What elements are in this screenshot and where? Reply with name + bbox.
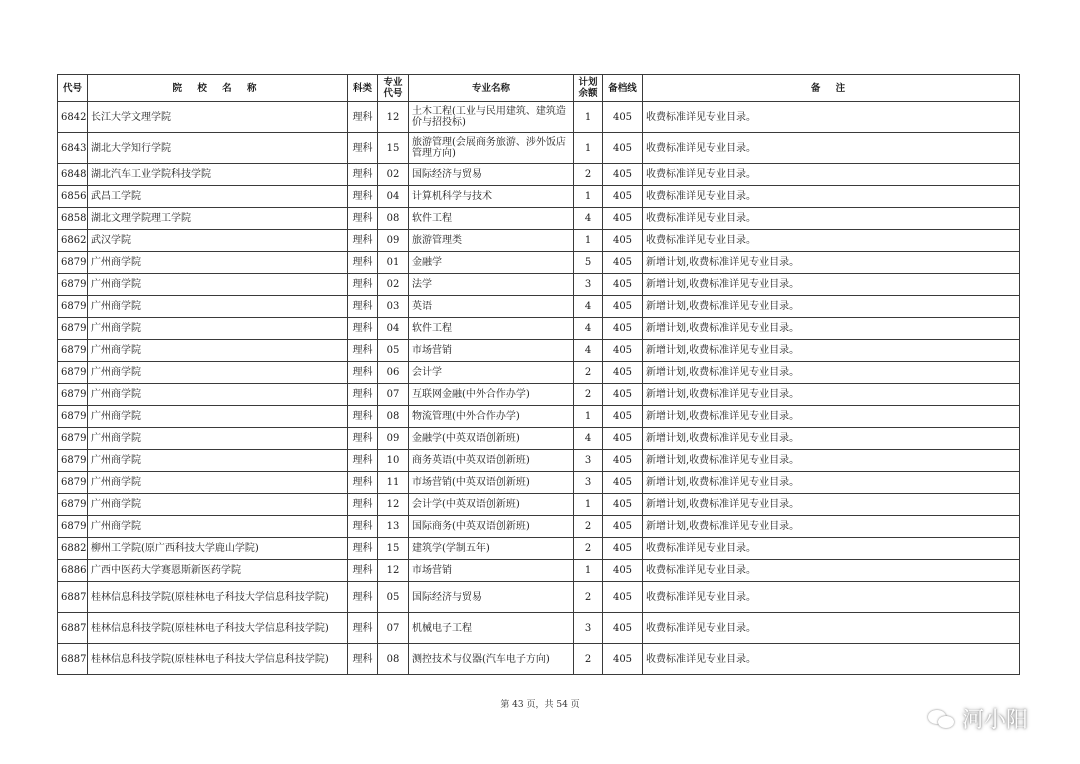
header-category: 科类 [348,75,378,102]
table-row [58,340,1020,362]
row-remaining: 4 [574,318,603,340]
page-footer: 第 43 页，共 54 页 [500,700,580,710]
row-category: 理科 [348,450,378,472]
row-category: 理科 [348,644,378,675]
row-category: 理科 [348,186,378,208]
header-remaining: 计划余额 [574,75,603,102]
row-remaining: 3 [574,450,603,472]
row-major-code: 12 [378,102,409,133]
row-code: 6887 [58,644,88,675]
row-category: 理科 [348,102,378,133]
row-remaining: 1 [574,560,603,582]
row-school: 广州商学院 [88,296,348,318]
row-remaining: 2 [574,384,603,406]
row-school: 武昌工学院 [88,186,348,208]
row-category: 理科 [348,296,378,318]
row-code: 6879 [58,494,88,516]
row-note: 新增计划,收费标准详见专业目录。 [643,450,1020,472]
table-row [58,384,1020,406]
row-line: 405 [603,318,643,340]
row-line: 405 [603,230,643,252]
row-note: 收费标准详见专业目录。 [643,164,1020,186]
row-major-code: 06 [378,362,409,384]
row-category: 理科 [348,133,378,164]
row-remaining: 3 [574,274,603,296]
table-row [58,230,1020,252]
row-school: 广州商学院 [88,318,348,340]
row-major-name: 国际商务(中英双语创新班) [409,516,574,538]
row-remaining: 2 [574,538,603,560]
row-category: 理科 [348,340,378,362]
row-remaining: 1 [574,102,603,133]
row-line: 405 [603,450,643,472]
row-major-name: 软件工程 [409,208,574,230]
row-school: 柳州工学院(原广西科技大学鹿山学院) [88,538,348,560]
row-remaining: 2 [574,164,603,186]
row-code: 6879 [58,296,88,318]
row-note: 收费标准详见专业目录。 [643,208,1020,230]
row-school: 广州商学院 [88,450,348,472]
row-line: 405 [603,644,643,675]
row-school: 长江大学文理学院 [88,102,348,133]
row-major-name: 市场营销(中英双语创新班) [409,472,574,494]
table-row [58,472,1020,494]
row-category: 理科 [348,164,378,186]
table-row [58,296,1020,318]
row-code: 6848 [58,164,88,186]
table-row [58,274,1020,296]
row-code: 6879 [58,318,88,340]
row-major-code: 10 [378,450,409,472]
row-note: 新增计划,收费标准详见专业目录。 [643,340,1020,362]
row-school: 广州商学院 [88,384,348,406]
row-note: 收费标准详见专业目录。 [643,538,1020,560]
row-remaining: 3 [574,472,603,494]
row-school: 广州商学院 [88,340,348,362]
row-code: 6842 [58,102,88,133]
table-row [58,186,1020,208]
table-row [58,252,1020,274]
row-remaining: 1 [574,494,603,516]
row-note: 新增计划,收费标准详见专业目录。 [643,296,1020,318]
row-major-code: 12 [378,560,409,582]
row-major-name: 市场营销 [409,340,574,362]
row-code: 6879 [58,340,88,362]
table-row [58,428,1020,450]
row-code: 6858 [58,208,88,230]
row-major-name: 法学 [409,274,574,296]
row-note: 收费标准详见专业目录。 [643,560,1020,582]
table-row [58,582,1020,613]
row-line: 405 [603,516,643,538]
row-code: 6879 [58,406,88,428]
row-major-name: 会计学 [409,362,574,384]
row-major-code: 02 [378,274,409,296]
table-row [58,406,1020,428]
row-remaining: 1 [574,186,603,208]
row-code: 6879 [58,516,88,538]
row-major-name: 建筑学(学制五年) [409,538,574,560]
row-note: 收费标准详见专业目录。 [643,186,1020,208]
row-remaining: 2 [574,516,603,538]
row-major-name: 市场营销 [409,560,574,582]
row-major-code: 03 [378,296,409,318]
row-major-code: 05 [378,340,409,362]
row-school: 桂林信息科技学院(原桂林电子科技大学信息科技学院) [88,644,348,675]
table-row [58,133,1020,164]
row-remaining: 4 [574,428,603,450]
table-row [58,494,1020,516]
row-category: 理科 [348,613,378,644]
row-school: 湖北文理学院理工学院 [88,208,348,230]
row-line: 405 [603,296,643,318]
row-major-name: 旅游管理(会展商务旅游、涉外饭店管理方向) [409,133,574,164]
row-major-name: 金融学(中英双语创新班) [409,428,574,450]
row-note: 收费标准详见专业目录。 [643,230,1020,252]
row-remaining: 4 [574,208,603,230]
row-school: 广西中医药大学赛恩斯新医药学院 [88,560,348,582]
row-major-name: 测控技术与仪器(汽车电子方向) [409,644,574,675]
row-note: 新增计划,收费标准详见专业目录。 [643,274,1020,296]
row-category: 理科 [348,362,378,384]
row-category: 理科 [348,560,378,582]
row-school: 桂林信息科技学院(原桂林电子科技大学信息科技学院) [88,582,348,613]
wechat-icon [928,708,956,730]
watermark-text: 河小阳 [962,708,1029,733]
row-note: 新增计划,收费标准详见专业目录。 [643,516,1020,538]
row-note: 新增计划,收费标准详见专业目录。 [643,384,1020,406]
header-line: 备档线 [603,75,643,102]
row-line: 405 [603,362,643,384]
table-row [58,164,1020,186]
row-major-name: 机械电子工程 [409,613,574,644]
row-line: 405 [603,406,643,428]
row-note: 收费标准详见专业目录。 [643,644,1020,675]
row-line: 405 [603,582,643,613]
row-code: 6879 [58,472,88,494]
table-row [58,208,1020,230]
row-school: 广州商学院 [88,362,348,384]
row-major-name: 会计学(中英双语创新班) [409,494,574,516]
table-row [58,516,1020,538]
admission-table [57,74,1020,675]
row-line: 405 [603,428,643,450]
row-school: 广州商学院 [88,406,348,428]
table-row [58,102,1020,133]
row-major-name: 互联网金融(中外合作办学) [409,384,574,406]
row-school: 湖北大学知行学院 [88,133,348,164]
row-note: 新增计划,收费标准详见专业目录。 [643,362,1020,384]
row-school: 广州商学院 [88,516,348,538]
row-school: 广州商学院 [88,252,348,274]
row-major-name: 国际经济与贸易 [409,582,574,613]
row-major-name: 金融学 [409,252,574,274]
row-remaining: 1 [574,230,603,252]
row-major-name: 英语 [409,296,574,318]
row-school: 广州商学院 [88,428,348,450]
row-major-code: 07 [378,613,409,644]
row-line: 405 [603,208,643,230]
row-major-code: 12 [378,494,409,516]
row-category: 理科 [348,252,378,274]
row-note: 收费标准详见专业目录。 [643,102,1020,133]
row-remaining: 1 [574,133,603,164]
row-major-code: 04 [378,186,409,208]
row-school: 广州商学院 [88,472,348,494]
row-note: 新增计划,收费标准详见专业目录。 [643,428,1020,450]
row-category: 理科 [348,230,378,252]
table-row [58,560,1020,582]
row-category: 理科 [348,274,378,296]
row-line: 405 [603,252,643,274]
table-row [58,450,1020,472]
header-note: 备 注 [643,75,1020,102]
row-code: 6887 [58,582,88,613]
row-code: 6887 [58,613,88,644]
row-code: 6843 [58,133,88,164]
row-line: 405 [603,340,643,362]
row-remaining: 2 [574,582,603,613]
row-line: 405 [603,538,643,560]
row-code: 6879 [58,362,88,384]
row-major-name: 计算机科学与技术 [409,186,574,208]
table-row [58,318,1020,340]
row-category: 理科 [348,472,378,494]
row-major-name: 土木工程(工业与民用建筑、建筑造价与招投标) [409,102,574,133]
row-category: 理科 [348,318,378,340]
row-remaining: 3 [574,613,603,644]
row-major-code: 08 [378,406,409,428]
row-category: 理科 [348,538,378,560]
row-note: 收费标准详见专业目录。 [643,613,1020,644]
row-major-code: 11 [378,472,409,494]
row-code: 6879 [58,274,88,296]
row-remaining: 4 [574,296,603,318]
row-school: 广州商学院 [88,274,348,296]
row-line: 405 [603,133,643,164]
row-note: 新增计划,收费标准详见专业目录。 [643,252,1020,274]
row-major-code: 09 [378,230,409,252]
row-line: 405 [603,472,643,494]
row-remaining: 4 [574,340,603,362]
row-major-name: 物流管理(中外合作办学) [409,406,574,428]
row-line: 405 [603,384,643,406]
row-remaining: 5 [574,252,603,274]
row-note: 收费标准详见专业目录。 [643,582,1020,613]
row-major-code: 07 [378,384,409,406]
row-note: 新增计划,收费标准详见专业目录。 [643,472,1020,494]
row-note: 新增计划,收费标准详见专业目录。 [643,318,1020,340]
row-category: 理科 [348,406,378,428]
row-code: 6886 [58,560,88,582]
row-category: 理科 [348,384,378,406]
row-school: 湖北汽车工业学院科技学院 [88,164,348,186]
table-header-row [58,75,1020,102]
header-major-code: 专业代号 [378,75,409,102]
row-major-code: 15 [378,538,409,560]
table-row [58,362,1020,384]
row-major-code: 13 [378,516,409,538]
row-line: 405 [603,560,643,582]
row-remaining: 2 [574,644,603,675]
row-major-code: 05 [378,582,409,613]
row-major-name: 软件工程 [409,318,574,340]
table-row [58,644,1020,675]
row-major-code: 01 [378,252,409,274]
header-major-name: 专业名称 [409,75,574,102]
row-school: 桂林信息科技学院(原桂林电子科技大学信息科技学院) [88,613,348,644]
row-code: 6879 [58,384,88,406]
header-code: 代号 [58,75,88,102]
row-remaining: 2 [574,362,603,384]
row-code: 6862 [58,230,88,252]
row-line: 405 [603,164,643,186]
row-line: 405 [603,613,643,644]
row-category: 理科 [348,516,378,538]
row-major-code: 15 [378,133,409,164]
row-category: 理科 [348,494,378,516]
row-note: 新增计划,收费标准详见专业目录。 [643,494,1020,516]
row-major-name: 商务英语(中英双语创新班) [409,450,574,472]
row-major-code: 08 [378,208,409,230]
row-line: 405 [603,494,643,516]
row-major-code: 02 [378,164,409,186]
row-line: 405 [603,102,643,133]
row-major-code: 09 [378,428,409,450]
row-code: 6879 [58,428,88,450]
row-line: 405 [603,274,643,296]
row-category: 理科 [348,208,378,230]
row-code: 6882 [58,538,88,560]
row-major-name: 旅游管理类 [409,230,574,252]
row-line: 405 [603,186,643,208]
row-code: 6879 [58,252,88,274]
table-row [58,613,1020,644]
row-remaining: 1 [574,406,603,428]
header-school: 院 校 名 称 [88,75,348,102]
watermark [928,703,1028,734]
table-row [58,538,1020,560]
row-major-code: 08 [378,644,409,675]
row-category: 理科 [348,428,378,450]
row-school: 武汉学院 [88,230,348,252]
row-school: 广州商学院 [88,494,348,516]
row-code: 6879 [58,450,88,472]
row-note: 新增计划,收费标准详见专业目录。 [643,406,1020,428]
row-major-name: 国际经济与贸易 [409,164,574,186]
row-category: 理科 [348,582,378,613]
row-code: 6856 [58,186,88,208]
row-note: 收费标准详见专业目录。 [643,133,1020,164]
row-major-code: 04 [378,318,409,340]
